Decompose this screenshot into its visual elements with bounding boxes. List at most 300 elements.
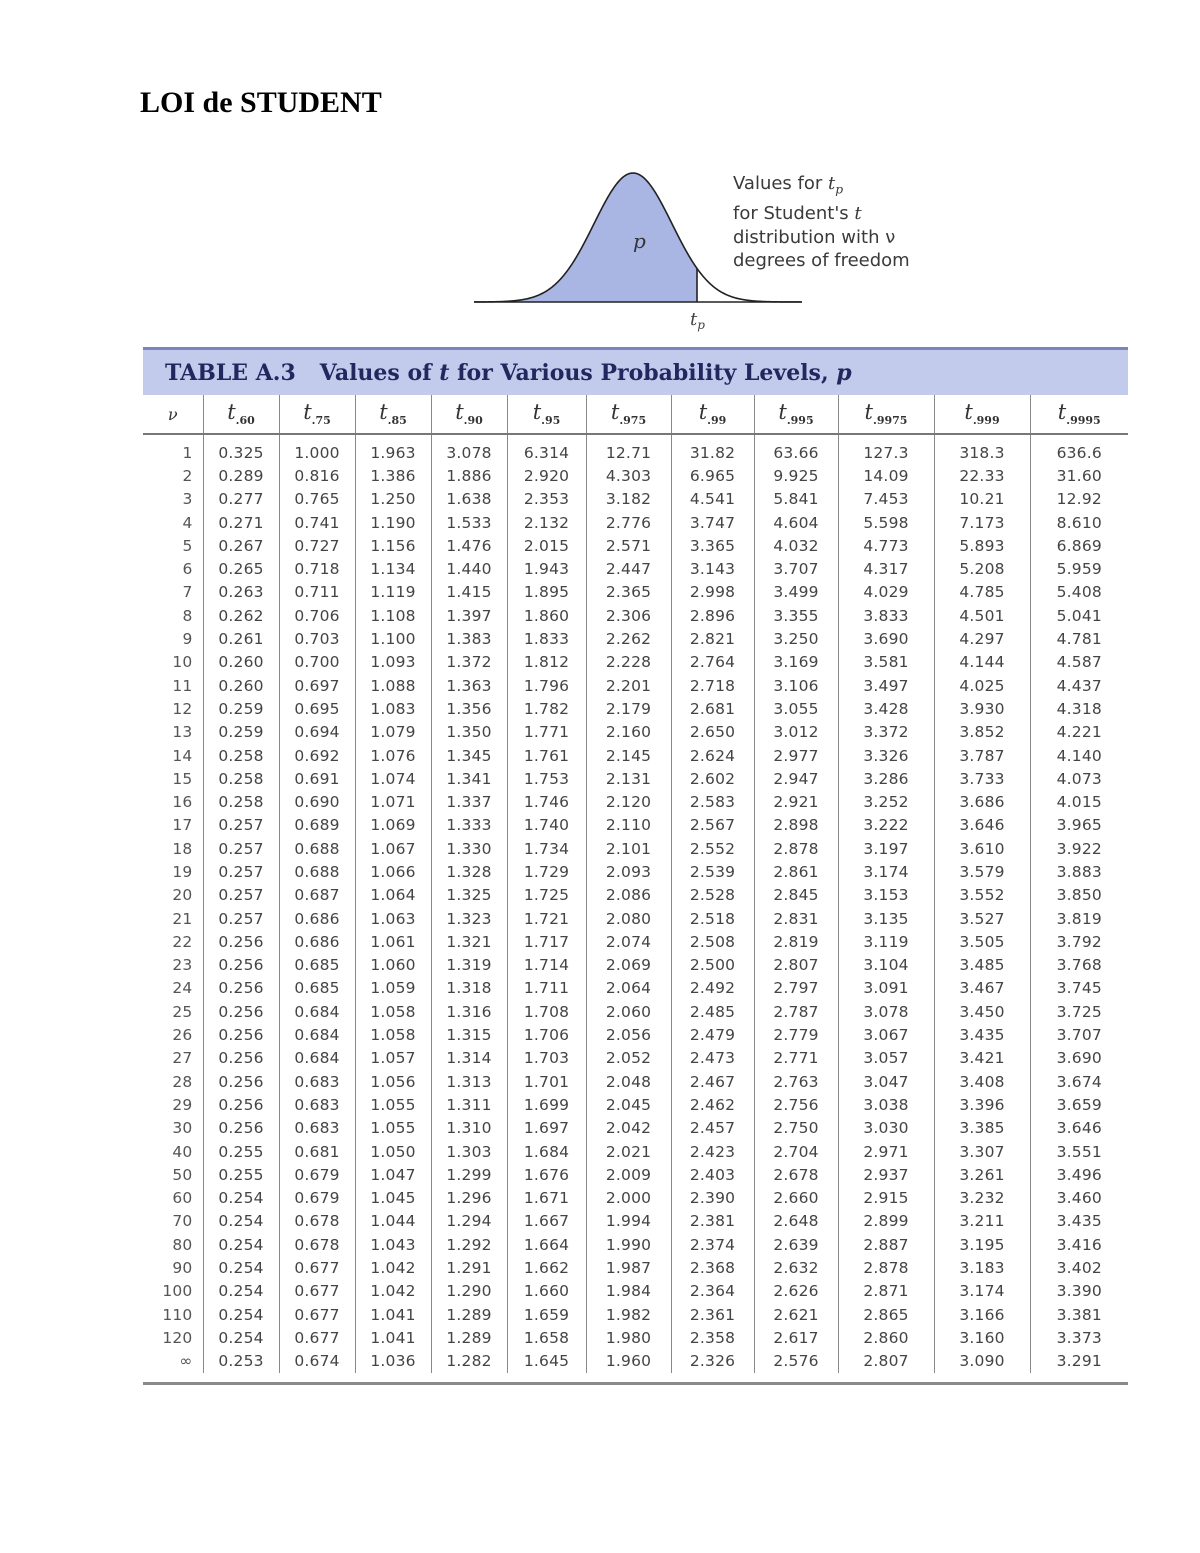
table-cell: 3.090 — [934, 1350, 1030, 1373]
table-row — [143, 674, 1128, 697]
table-cell: 1.134 — [355, 557, 431, 580]
table-cell: 2.896 — [671, 604, 754, 627]
table-cell: 3.402 — [1030, 1256, 1128, 1279]
table-cell: 0.257 — [203, 837, 279, 860]
table-cell: 1.282 — [431, 1350, 507, 1373]
table-cell: 2.353 — [507, 488, 586, 511]
table-cell: 1.108 — [355, 604, 431, 627]
table-cell: 4.297 — [934, 627, 1030, 650]
tp-tick-label: $t_p$ — [690, 309, 705, 332]
table-cell: 3.385 — [934, 1117, 1030, 1140]
table-cell: 2.771 — [754, 1047, 838, 1070]
table-cell: 0.258 — [203, 767, 279, 790]
table-cell: 1.980 — [586, 1326, 671, 1349]
row-header-dof: 3 — [182, 490, 193, 509]
table-cell: 2.179 — [586, 697, 671, 720]
table-cell: 1.042 — [355, 1280, 431, 1303]
table-cell: 2.374 — [671, 1233, 754, 1256]
table-row — [143, 581, 1128, 604]
table-cell: 0.687 — [279, 884, 355, 907]
table-cell: 3.160 — [934, 1326, 1030, 1349]
table-cell: 2.576 — [754, 1350, 838, 1373]
table-cell: 1.088 — [355, 674, 431, 697]
table-cell: 3.307 — [934, 1140, 1030, 1163]
table-cell: 1.833 — [507, 627, 586, 650]
table-cell: 1.061 — [355, 930, 431, 953]
row-header-dof: 9 — [182, 630, 193, 649]
table-cell: 2.361 — [671, 1303, 754, 1326]
table-cell: 2.860 — [838, 1326, 934, 1349]
table-cell: 0.255 — [203, 1163, 279, 1186]
table-cell: 2.756 — [754, 1093, 838, 1116]
table-cell: 3.646 — [934, 814, 1030, 837]
table-cell: 1.717 — [507, 930, 586, 953]
table-cell: 3.055 — [754, 697, 838, 720]
table-cell: 0.718 — [279, 557, 355, 580]
table-cell: 1.321 — [431, 930, 507, 953]
table-cell: 1.325 — [431, 884, 507, 907]
table-cell: 0.325 — [203, 434, 279, 464]
table-cell: 2.021 — [586, 1140, 671, 1163]
table-cell: 1.860 — [507, 604, 586, 627]
table-cell: 2.899 — [838, 1210, 934, 1233]
table-cell: 1.476 — [431, 534, 507, 557]
table-cell: 3.143 — [671, 557, 754, 580]
column-header-level: .999 — [972, 414, 1000, 428]
table-cell: 1.315 — [431, 1023, 507, 1046]
table-cell: 0.684 — [279, 1023, 355, 1046]
row-header-dof: 5 — [182, 536, 193, 555]
table-cell: 2.821 — [671, 627, 754, 650]
table-cell: 3.581 — [838, 651, 934, 674]
table-cell: 9.925 — [754, 464, 838, 487]
row-header-dof: 1 — [182, 443, 193, 462]
table-cell: 1.415 — [431, 581, 507, 604]
table-cell: 1.982 — [586, 1303, 671, 1326]
table-row — [143, 1280, 1128, 1303]
table-cell: 3.211 — [934, 1210, 1030, 1233]
table-cell: 0.260 — [203, 651, 279, 674]
table-cell: 5.408 — [1030, 581, 1128, 604]
table-cell: 1.729 — [507, 860, 586, 883]
table-row — [143, 1256, 1128, 1279]
table-cell: 2.120 — [586, 790, 671, 813]
table-row — [143, 464, 1128, 487]
table-cell: 3.428 — [838, 697, 934, 720]
table-cell: 4.144 — [934, 651, 1030, 674]
row-header-dof: 120 — [162, 1328, 193, 1347]
row-header-dof: 14 — [172, 746, 193, 765]
table-cell: 1.397 — [431, 604, 507, 627]
row-header-dof: 17 — [172, 816, 193, 835]
table-cell: 3.365 — [671, 534, 754, 557]
table-cell: 1.303 — [431, 1140, 507, 1163]
table-cell: 0.679 — [279, 1163, 355, 1186]
column-header: $t_{.99}$ — [671, 395, 754, 434]
table-cell: 1.671 — [507, 1187, 586, 1210]
table-cell: 2.898 — [754, 814, 838, 837]
table-cell: 636.6 — [1030, 434, 1128, 464]
table-row — [143, 1093, 1128, 1116]
table-cell: 2.807 — [754, 954, 838, 977]
table-cell: 3.435 — [1030, 1210, 1128, 1233]
table-cell: 3.460 — [1030, 1187, 1128, 1210]
table-cell: 3.396 — [934, 1093, 1030, 1116]
table-cell: 3.646 — [1030, 1117, 1128, 1140]
table-cell: 1.156 — [355, 534, 431, 557]
table-cell: 0.257 — [203, 884, 279, 907]
table-cell: 3.833 — [838, 604, 934, 627]
table-cell: 3.610 — [934, 837, 1030, 860]
table-cell: 0.256 — [203, 954, 279, 977]
table-cell: 4.318 — [1030, 697, 1128, 720]
table-cell: 2.624 — [671, 744, 754, 767]
table-cell: 1.042 — [355, 1256, 431, 1279]
table-cell: 2.878 — [838, 1256, 934, 1279]
table-cell: 0.727 — [279, 534, 355, 557]
table-cell: 0.261 — [203, 627, 279, 650]
table-cell: 1.714 — [507, 954, 586, 977]
table-cell: 2.326 — [671, 1350, 754, 1373]
column-header: $t_{.999}$ — [934, 395, 1030, 434]
caption-line-4: degrees of freedom — [733, 250, 910, 272]
table-cell: 0.254 — [203, 1256, 279, 1279]
table-cell: 3.435 — [934, 1023, 1030, 1046]
table-cell: 2.479 — [671, 1023, 754, 1046]
column-header: $t_{.995}$ — [754, 395, 838, 434]
table-cell: 3.222 — [838, 814, 934, 837]
table-cell: 0.256 — [203, 1047, 279, 1070]
table-cell: 0.256 — [203, 1117, 279, 1140]
table-cell: 3.792 — [1030, 930, 1128, 953]
column-header-level: .75 — [311, 414, 331, 428]
table-cell: 1.645 — [507, 1350, 586, 1373]
table-cell: 318.3 — [934, 434, 1030, 464]
table-cell: 1.050 — [355, 1140, 431, 1163]
table-cell: 1.345 — [431, 744, 507, 767]
table-cell: 4.140 — [1030, 744, 1128, 767]
table-cell: 0.695 — [279, 697, 355, 720]
table-row — [143, 557, 1128, 580]
table-cell: 0.697 — [279, 674, 355, 697]
table-cell: 1.662 — [507, 1256, 586, 1279]
table-cell: 2.621 — [754, 1303, 838, 1326]
column-header-level: .975 — [619, 414, 647, 428]
table-cell: 3.499 — [754, 581, 838, 604]
table-cell: 0.683 — [279, 1093, 355, 1116]
table-cell: 1.047 — [355, 1163, 431, 1186]
table-cell: 1.703 — [507, 1047, 586, 1070]
table-cell: 2.457 — [671, 1117, 754, 1140]
table-cell: 4.032 — [754, 534, 838, 557]
table-cell: 0.259 — [203, 697, 279, 720]
table-cell: 1.761 — [507, 744, 586, 767]
row-header-dof: 25 — [172, 1002, 193, 1021]
table-cell: 1.323 — [431, 907, 507, 930]
table-cell: 2.763 — [754, 1070, 838, 1093]
table-cell: 2.074 — [586, 930, 671, 953]
table-cell: 3.659 — [1030, 1093, 1128, 1116]
table-cell: 2.539 — [671, 860, 754, 883]
table-cell: 1.250 — [355, 488, 431, 511]
table-row — [143, 1070, 1128, 1093]
table-row — [143, 1000, 1128, 1023]
row-header-dof: 21 — [172, 909, 193, 928]
table-cell: 14.09 — [838, 464, 934, 487]
table-cell: 0.678 — [279, 1210, 355, 1233]
column-header: $t_{.85}$ — [355, 395, 431, 434]
row-header-dof: 13 — [172, 723, 193, 742]
table-cell: 4.781 — [1030, 627, 1128, 650]
table-cell: 4.303 — [586, 464, 671, 487]
row-header-dof: 12 — [172, 699, 193, 718]
table-row — [143, 930, 1128, 953]
row-header-dof: 27 — [172, 1049, 193, 1068]
table-cell: 1.119 — [355, 581, 431, 604]
table-cell: 4.501 — [934, 604, 1030, 627]
table-cell: 3.104 — [838, 954, 934, 977]
table-cell: 3.038 — [838, 1093, 934, 1116]
table-cell: 2.915 — [838, 1187, 934, 1210]
table-row — [143, 627, 1128, 650]
table-cell: 2.086 — [586, 884, 671, 907]
table-cell: 2.228 — [586, 651, 671, 674]
table-cell: 0.256 — [203, 930, 279, 953]
table-cell: 2.473 — [671, 1047, 754, 1070]
table-cell: 3.067 — [838, 1023, 934, 1046]
column-header: $t_{.60}$ — [203, 395, 279, 434]
row-header-dof: 19 — [172, 862, 193, 881]
table-row — [143, 1303, 1128, 1326]
table-cell: 1.383 — [431, 627, 507, 650]
table-row — [143, 697, 1128, 720]
table-cell: 4.541 — [671, 488, 754, 511]
table-cell: 0.256 — [203, 1070, 279, 1093]
table-cell: 3.182 — [586, 488, 671, 511]
row-header-dof: 22 — [172, 932, 193, 951]
table-cell: 0.684 — [279, 1000, 355, 1023]
area-label-p: p — [633, 229, 646, 253]
column-header: $t_{.90}$ — [431, 395, 507, 434]
table-cell: 2.764 — [671, 651, 754, 674]
table-cell: 0.267 — [203, 534, 279, 557]
table-cell: 0.684 — [279, 1047, 355, 1070]
table-row — [143, 511, 1128, 534]
table-cell: 1.319 — [431, 954, 507, 977]
table-row — [143, 837, 1128, 860]
table-cell: 1.059 — [355, 977, 431, 1000]
table-cell: 3.707 — [1030, 1023, 1128, 1046]
table-cell: 1.987 — [586, 1256, 671, 1279]
table-cell: 2.528 — [671, 884, 754, 907]
table-cell: 3.421 — [934, 1047, 1030, 1070]
table-cell: 0.688 — [279, 860, 355, 883]
table-cell: 0.253 — [203, 1350, 279, 1373]
column-header: $t_{.975}$ — [586, 395, 671, 434]
table-cell: 1.056 — [355, 1070, 431, 1093]
table-cell: 0.703 — [279, 627, 355, 650]
table-cell: 0.265 — [203, 557, 279, 580]
table-cell: 0.683 — [279, 1070, 355, 1093]
row-header-dof: 11 — [172, 676, 193, 695]
table-cell: 1.533 — [431, 511, 507, 534]
table-cell: 3.690 — [838, 627, 934, 650]
table-cell: 0.741 — [279, 511, 355, 534]
table-cell: 1.313 — [431, 1070, 507, 1093]
table-cell: 2.365 — [586, 581, 671, 604]
column-header-level: .9995 — [1066, 414, 1101, 428]
table-cell: 0.260 — [203, 674, 279, 697]
table-cell: 1.746 — [507, 790, 586, 813]
table-cell: 4.604 — [754, 511, 838, 534]
table-cell: 1.721 — [507, 907, 586, 930]
table-cell: 2.467 — [671, 1070, 754, 1093]
table-cell: 1.055 — [355, 1117, 431, 1140]
table-cell: 1.043 — [355, 1233, 431, 1256]
table-cell: 0.677 — [279, 1256, 355, 1279]
table-cell: 0.263 — [203, 581, 279, 604]
table-cell: 3.355 — [754, 604, 838, 627]
row-header-dof: 50 — [172, 1165, 193, 1184]
table-cell: 5.959 — [1030, 557, 1128, 580]
column-header-level: .95 — [541, 414, 561, 428]
row-header-dof: 6 — [182, 560, 193, 579]
table-cell: 2.064 — [586, 977, 671, 1000]
table-cell: 2.500 — [671, 954, 754, 977]
table-cell: 3.373 — [1030, 1326, 1128, 1349]
table-row — [143, 1326, 1128, 1349]
table-cell: 1.753 — [507, 767, 586, 790]
row-header-dof: 70 — [172, 1212, 193, 1231]
table-cell: 2.776 — [586, 511, 671, 534]
table-cell: 2.639 — [754, 1233, 838, 1256]
table-cell: 2.093 — [586, 860, 671, 883]
table-cell: 0.258 — [203, 744, 279, 767]
column-header-level: .85 — [387, 414, 407, 428]
table-cell: 4.025 — [934, 674, 1030, 697]
table-row — [143, 884, 1128, 907]
table-cell: 2.145 — [586, 744, 671, 767]
table-cell: 2.060 — [586, 1000, 671, 1023]
table-cell: 1.341 — [431, 767, 507, 790]
table-cell: 3.551 — [1030, 1140, 1128, 1163]
table-cell: 1.667 — [507, 1210, 586, 1233]
table-cell: 4.015 — [1030, 790, 1128, 813]
table-cell: 2.485 — [671, 1000, 754, 1023]
table-cell: 4.029 — [838, 581, 934, 604]
table-cell: 1.782 — [507, 697, 586, 720]
row-header-dof: 8 — [182, 606, 193, 625]
table-cell: 2.462 — [671, 1093, 754, 1116]
table-cell: 7.453 — [838, 488, 934, 511]
row-header-dof: 80 — [172, 1235, 193, 1254]
table-cell: 22.33 — [934, 464, 1030, 487]
row-header-dof: 15 — [172, 769, 193, 788]
table-cell: 1.064 — [355, 884, 431, 907]
table-cell: 3.183 — [934, 1256, 1030, 1279]
table-cell: 3.286 — [838, 767, 934, 790]
table-cell: 2.160 — [586, 721, 671, 744]
table-cell: 2.704 — [754, 1140, 838, 1163]
column-header-level: .995 — [786, 414, 814, 428]
table-cell: 2.583 — [671, 790, 754, 813]
table-cell: 0.692 — [279, 744, 355, 767]
caption-line-3: distribution with ν — [733, 226, 896, 248]
column-header: $t_{.9975}$ — [838, 395, 934, 434]
column-header-level: .9975 — [873, 414, 908, 428]
row-header-dof: 29 — [172, 1095, 193, 1114]
table-cell: 3.690 — [1030, 1047, 1128, 1070]
table-cell: 1.659 — [507, 1303, 586, 1326]
table-cell: 1.093 — [355, 651, 431, 674]
table-cell: 2.678 — [754, 1163, 838, 1186]
table-cell: 2.045 — [586, 1093, 671, 1116]
table-cell: 1.299 — [431, 1163, 507, 1186]
table-cell: 1.311 — [431, 1093, 507, 1116]
table-cell: 3.745 — [1030, 977, 1128, 1000]
table-cell: 3.078 — [838, 1000, 934, 1023]
table-cell: 2.878 — [754, 837, 838, 860]
table-cell: 1.337 — [431, 790, 507, 813]
table-row — [143, 1233, 1128, 1256]
column-header-level: .60 — [235, 414, 255, 428]
table-cell: 2.660 — [754, 1187, 838, 1210]
table-cell: 0.711 — [279, 581, 355, 604]
table-cell: 127.3 — [838, 434, 934, 464]
caption-line-1: Values for $t_p$ — [733, 173, 844, 197]
table-cell: 2.779 — [754, 1023, 838, 1046]
table-cell: 3.106 — [754, 674, 838, 697]
table-cell: 6.965 — [671, 464, 754, 487]
table-cell: 3.819 — [1030, 907, 1128, 930]
table-cell: 3.381 — [1030, 1303, 1128, 1326]
table-cell: 3.707 — [754, 557, 838, 580]
table-cell: 2.101 — [586, 837, 671, 860]
table-cell: 0.677 — [279, 1280, 355, 1303]
row-header-dof: 100 — [162, 1282, 193, 1301]
table-cell: 2.602 — [671, 767, 754, 790]
table-cell: 1.069 — [355, 814, 431, 837]
table-cell: 2.110 — [586, 814, 671, 837]
table-cell: 0.700 — [279, 651, 355, 674]
table-cell: 3.850 — [1030, 884, 1128, 907]
table-number: TABLE A.3 — [165, 359, 296, 386]
table-cell: 1.706 — [507, 1023, 586, 1046]
table-cell: 1.000 — [279, 434, 355, 464]
table-cell: 2.201 — [586, 674, 671, 697]
table-cell: 4.773 — [838, 534, 934, 557]
table-cell: 3.505 — [934, 930, 1030, 953]
table-cell: 0.257 — [203, 814, 279, 837]
table-cell: 0.256 — [203, 1023, 279, 1046]
row-header-dof: 10 — [172, 653, 193, 672]
table-cell: 6.314 — [507, 434, 586, 464]
table-cell: 1.990 — [586, 1233, 671, 1256]
table-cell: 0.257 — [203, 907, 279, 930]
table-cell: 2.632 — [754, 1256, 838, 1279]
row-header-dof: 40 — [172, 1142, 193, 1161]
table-cell: 2.865 — [838, 1303, 934, 1326]
table-cell: 0.256 — [203, 977, 279, 1000]
table-cell: 0.674 — [279, 1350, 355, 1373]
table-cell: 1.330 — [431, 837, 507, 860]
row-header-dof: 16 — [172, 793, 193, 812]
table-row — [143, 860, 1128, 883]
table-cell: 1.386 — [355, 464, 431, 487]
table-cell: 2.831 — [754, 907, 838, 930]
table-cell: 2.508 — [671, 930, 754, 953]
table-cell: 1.960 — [586, 1350, 671, 1373]
